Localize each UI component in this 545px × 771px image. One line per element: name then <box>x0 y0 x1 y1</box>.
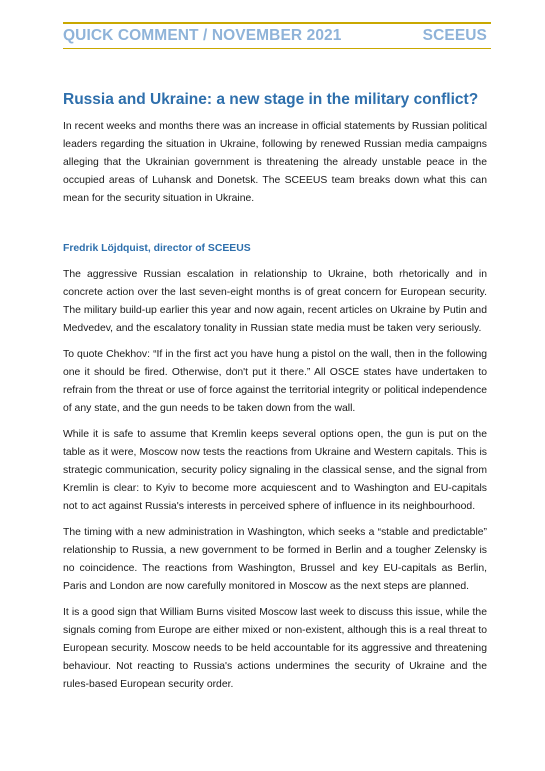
page-header <box>63 22 491 50</box>
header-series-label: QUICK COMMENT / NOVEMBER 2021 <box>63 27 342 44</box>
author-line: Fredrik Löjdquist, director of SCEEUS <box>63 243 251 254</box>
header-org-label: SCEEUS <box>422 27 487 44</box>
header-rule-bottom <box>63 48 491 49</box>
body-paragraph-2: To quote Chekhov: “If in the first act you have hung a pistol on the wall, then in the following one it should be fired. Otherwise, don't put it there.” All OSCE states have undertaken to refrain from the threat or use of force against the territorial integrity or political independence of any state, and the gun needs to be taken down from the wall. <box>63 349 487 414</box>
body-paragraph-5: It is a good sign that William Burns visited Moscow last week to discuss this issue, while the signals coming from Europe are either mixed or non-existent, although this is a real threat to European security. Moscow needs to be held accountable for its aggressive and threatening behaviour. Not reacting to Russia's actions undermines the security of Ukraine and the rules-based European security order. <box>63 607 487 690</box>
body-paragraph-4: The timing with a new administration in Washington, which seeks a “stable and predictable” relationship to Russia, a new government to be formed in Berlin and a tougher Zelensky is no coincidence. The reactions from Washington, Brussel and key EU-capitals as Berlin, Paris and London are now carefully monitored in Moscow as the next steps are planned. <box>63 527 487 592</box>
header-rule-top <box>63 22 491 24</box>
intro-paragraph: In recent weeks and months there was an increase in official statements by Russian political leaders regarding the situation in Ukraine, following by renewed Russian media campaigns alleging that the Ukrainian government is threatening the already unstable peace in the occupied areas of Luhansk and Donetsk. The SCEEUS team breaks down what this can mean for the security situation in Ukraine. <box>63 121 487 204</box>
body-paragraph-3: While it is safe to assume that Kremlin keeps several options open, the gun is put on the table as it were, Moscow now tests the reactions from Ukraine and Western capitals. This is strategic communication, security policy signaling in the classical sense, and the signal from Kremlin is clear: to Kyiv to become more acquiescent and to Washington and EU-capitals not to act against Russia's interests in perceived sphere of influence in its neighbourhood. <box>63 429 487 512</box>
body-paragraph-1: The aggressive Russian escalation in relationship to Ukraine, both rhetorically and in concrete action over the last seven-eight months is of great concern for European security. The military build-up earlier this year and now again, recent articles on Ukraine by Putin and Medvedev, and the escalatory tonality in Russian state media must be taken very seriously. <box>63 269 487 334</box>
document-title: Russia and Ukraine: a new stage in the military conflict? <box>63 91 479 108</box>
